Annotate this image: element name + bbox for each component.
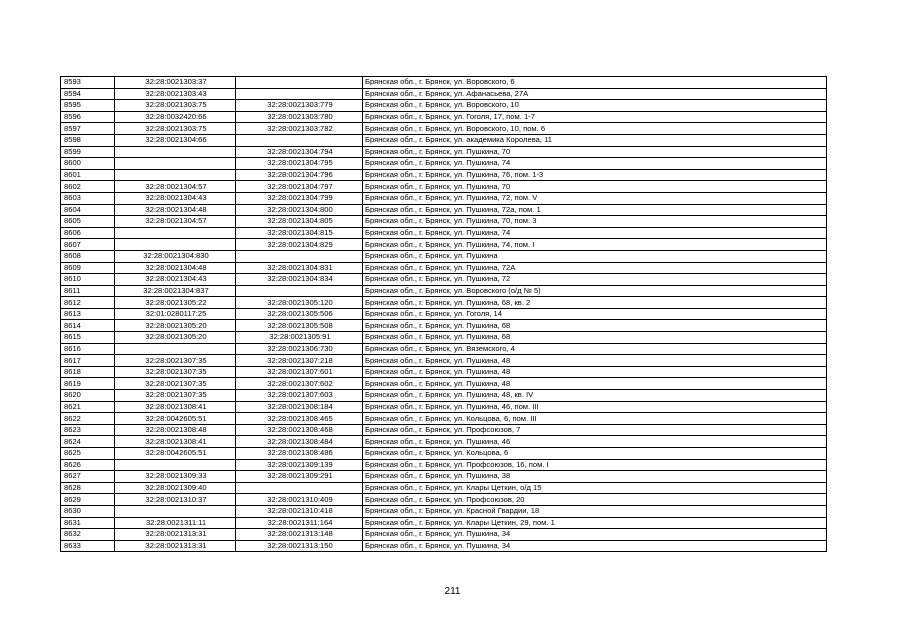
table-row	[61, 366, 827, 378]
land-cadastral-number-cell	[115, 343, 236, 355]
table-row	[61, 169, 827, 181]
land-cadastral-number-cell: 32:28:0021305:20	[115, 332, 236, 344]
table-row	[61, 529, 827, 541]
row-number-cell: 8630	[61, 505, 115, 517]
object-cadastral-number-cell: 32:28:0021305:506	[236, 308, 363, 320]
object-cadastral-number-cell: 32:28:0021304:797	[236, 181, 363, 193]
cadastral-table	[60, 76, 827, 552]
row-number-cell: 8617	[61, 355, 115, 367]
object-cadastral-number-cell: 32:28:0021303:779	[236, 100, 363, 112]
land-cadastral-number-cell: 32:28:0021304:837	[115, 285, 236, 297]
object-cadastral-number-cell: 32:28:0021308:484	[236, 436, 363, 448]
land-cadastral-number-cell	[115, 239, 236, 251]
address-cell: Брянская обл., г. Брянск, ул. Кольцова, 6	[363, 448, 827, 460]
land-cadastral-number-cell	[115, 227, 236, 239]
table-row	[61, 355, 827, 367]
land-cadastral-number-cell: 32:28:0021304:830	[115, 250, 236, 262]
table-row	[61, 123, 827, 135]
row-number-cell: 8629	[61, 494, 115, 506]
object-cadastral-number-cell: 32:28:0021305:120	[236, 297, 363, 309]
row-number-cell: 8608	[61, 250, 115, 262]
object-cadastral-number-cell: 32:28:0021304:834	[236, 274, 363, 286]
object-cadastral-number-cell: 32:28:0021304:794	[236, 146, 363, 158]
object-cadastral-number-cell	[236, 285, 363, 297]
address-cell: Брянская обл., г. Брянск, ул. Профсоюзов, 7	[363, 424, 827, 436]
land-cadastral-number-cell: 32:28:0021308:41	[115, 436, 236, 448]
object-cadastral-number-cell: 32:28:0021310:409	[236, 494, 363, 506]
land-cadastral-number-cell: 32:28:0021304:43	[115, 274, 236, 286]
row-number-cell: 8610	[61, 274, 115, 286]
row-number-cell: 8603	[61, 192, 115, 204]
table-row	[61, 216, 827, 228]
land-cadastral-number-cell: 32:28:0021303:43	[115, 88, 236, 100]
object-cadastral-number-cell: 32:28:0021305:91	[236, 332, 363, 344]
row-number-cell: 8625	[61, 448, 115, 460]
object-cadastral-number-cell: 32:28:0021308:468	[236, 424, 363, 436]
row-number-cell: 8619	[61, 378, 115, 390]
row-number-cell: 8596	[61, 111, 115, 123]
row-number-cell: 8598	[61, 134, 115, 146]
table-row	[61, 320, 827, 332]
table-row	[61, 100, 827, 112]
table-row	[61, 77, 827, 89]
address-cell: Брянская обл., г. Брянск, ул. Воровского (о/д № 5)	[363, 285, 827, 297]
object-cadastral-number-cell	[236, 482, 363, 494]
row-number-cell: 8594	[61, 88, 115, 100]
table-row	[61, 540, 827, 552]
land-cadastral-number-cell: 32:28:0021304:43	[115, 192, 236, 204]
land-cadastral-number-cell: 32:28:0021311:11	[115, 517, 236, 529]
row-number-cell: 8631	[61, 517, 115, 529]
object-cadastral-number-cell: 32:28:0021304:800	[236, 204, 363, 216]
object-cadastral-number-cell: 32:28:0021304:799	[236, 192, 363, 204]
object-cadastral-number-cell: 32:28:0021308:184	[236, 401, 363, 413]
land-cadastral-number-cell: 32:28:0021307:35	[115, 390, 236, 402]
row-number-cell: 8607	[61, 239, 115, 251]
row-number-cell: 8632	[61, 529, 115, 541]
address-cell: Брянская обл., г. Брянск, ул. Вяземского, 4	[363, 343, 827, 355]
object-cadastral-number-cell: 32:28:0021308:465	[236, 413, 363, 425]
land-cadastral-number-cell	[115, 146, 236, 158]
land-cadastral-number-cell: 32:01:0280117:25	[115, 308, 236, 320]
land-cadastral-number-cell: 32:28:0021310:37	[115, 494, 236, 506]
row-number-cell: 8595	[61, 100, 115, 112]
land-cadastral-number-cell: 32:28:0021308:48	[115, 424, 236, 436]
land-cadastral-number-cell	[115, 505, 236, 517]
row-number-cell: 8593	[61, 77, 115, 89]
object-cadastral-number-cell: 32:28:0021313:150	[236, 540, 363, 552]
table-row	[61, 494, 827, 506]
object-cadastral-number-cell: 32:28:0021307:601	[236, 366, 363, 378]
address-cell: Брянская обл., г. Брянск, ул. Профсоюзов, 20	[363, 494, 827, 506]
address-cell: Брянская обл., г. Брянск, ул. Пушкина, 46, пом. III	[363, 401, 827, 413]
address-cell: Брянская обл., г. Брянск, ул. Воровского, 6	[363, 77, 827, 89]
address-cell: Брянская обл., г. Брянск, ул. Гоголя, 14	[363, 308, 827, 320]
address-cell: Брянская обл., г. Брянск, ул. Пушкина, 68	[363, 320, 827, 332]
table-row	[61, 88, 827, 100]
row-number-cell: 8611	[61, 285, 115, 297]
land-cadastral-number-cell: 32:28:0021313:31	[115, 540, 236, 552]
address-cell: Брянская обл., г. Брянск, ул. Пушкина	[363, 250, 827, 262]
address-cell: Брянская обл., г. Брянск, ул. Пушкина, 70, пом. 3	[363, 216, 827, 228]
table-row	[61, 517, 827, 529]
row-number-cell: 8604	[61, 204, 115, 216]
row-number-cell: 8597	[61, 123, 115, 135]
address-cell: Брянская обл., г. Брянск, ул. Пушкина, 72, пом. V	[363, 192, 827, 204]
table-row	[61, 390, 827, 402]
row-number-cell: 8622	[61, 413, 115, 425]
row-number-cell: 8602	[61, 181, 115, 193]
table-row	[61, 424, 827, 436]
table-row	[61, 285, 827, 297]
object-cadastral-number-cell: 32:28:0021307:218	[236, 355, 363, 367]
land-cadastral-number-cell: 32:28:0021304:48	[115, 262, 236, 274]
object-cadastral-number-cell: 32:28:0021304:796	[236, 169, 363, 181]
row-number-cell: 8633	[61, 540, 115, 552]
land-cadastral-number-cell: 32:28:0021304:57	[115, 216, 236, 228]
table-row	[61, 250, 827, 262]
table-row	[61, 401, 827, 413]
table-row	[61, 459, 827, 471]
address-cell: Брянская обл., г. Брянск, ул. Воровского, 10	[363, 100, 827, 112]
object-cadastral-number-cell: 32:28:0021307:602	[236, 378, 363, 390]
table-row	[61, 343, 827, 355]
land-cadastral-number-cell: 32:28:0021304:48	[115, 204, 236, 216]
object-cadastral-number-cell	[236, 88, 363, 100]
table-row	[61, 308, 827, 320]
land-cadastral-number-cell: 32:28:0021309:33	[115, 471, 236, 483]
table-row	[61, 297, 827, 309]
object-cadastral-number-cell: 32:28:0021303:782	[236, 123, 363, 135]
row-number-cell: 8626	[61, 459, 115, 471]
object-cadastral-number-cell: 32:28:0021310:418	[236, 505, 363, 517]
address-cell: Брянская обл., г. Брянск, ул. Афанасьева, 27А	[363, 88, 827, 100]
address-cell: Брянская обл., г. Брянск, ул. Красной Гвардии, 18	[363, 505, 827, 517]
object-cadastral-number-cell: 32:28:0021306:730	[236, 343, 363, 355]
address-cell: Брянская обл., г. Брянск, ул. Клары Цеткин, 29, пом. 1	[363, 517, 827, 529]
address-cell: Брянская обл., г. Брянск, ул. Пушкина, 68, кв. 2	[363, 297, 827, 309]
table-row	[61, 181, 827, 193]
land-cadastral-number-cell	[115, 158, 236, 170]
address-cell: Брянская обл., г. Брянск, ул. Пушкина, 48	[363, 378, 827, 390]
land-cadastral-number-cell: 32:28:0021304:57	[115, 181, 236, 193]
row-number-cell: 8628	[61, 482, 115, 494]
address-cell: Брянская обл., г. Брянск, ул. Клары Цеткин, о/д 15	[363, 482, 827, 494]
table-row	[61, 146, 827, 158]
address-cell: Брянская обл., г. Брянск, ул. Кольцова, 6, пом. III	[363, 413, 827, 425]
table-body	[61, 77, 827, 552]
object-cadastral-number-cell	[236, 77, 363, 89]
table-row	[61, 158, 827, 170]
address-cell: Брянская обл., г. Брянск, ул. Пушкина, 74	[363, 227, 827, 239]
address-cell: Брянская обл., г. Брянск, ул. Воровского, 10, пом. 6	[363, 123, 827, 135]
row-number-cell: 8601	[61, 169, 115, 181]
row-number-cell: 8613	[61, 308, 115, 320]
row-number-cell: 8612	[61, 297, 115, 309]
land-cadastral-number-cell: 32:28:0021313:31	[115, 529, 236, 541]
row-number-cell: 8614	[61, 320, 115, 332]
row-number-cell: 8600	[61, 158, 115, 170]
table-row	[61, 239, 827, 251]
land-cadastral-number-cell	[115, 459, 236, 471]
table-row	[61, 134, 827, 146]
land-cadastral-number-cell: 32:28:0021307:35	[115, 366, 236, 378]
object-cadastral-number-cell: 32:28:0021304:795	[236, 158, 363, 170]
table-row	[61, 482, 827, 494]
row-number-cell: 8627	[61, 471, 115, 483]
land-cadastral-number-cell	[115, 169, 236, 181]
object-cadastral-number-cell	[236, 134, 363, 146]
object-cadastral-number-cell: 32:28:0021305:508	[236, 320, 363, 332]
table-row	[61, 274, 827, 286]
land-cadastral-number-cell: 32:28:0021303:75	[115, 123, 236, 135]
table-row	[61, 192, 827, 204]
object-cadastral-number-cell: 32:28:0021311:164	[236, 517, 363, 529]
land-cadastral-number-cell: 32:28:0021303:75	[115, 100, 236, 112]
land-cadastral-number-cell: 32:28:0021307:35	[115, 378, 236, 390]
address-cell: Брянская обл., г. Брянск, ул. Профсоюзов, 16, пом. I	[363, 459, 827, 471]
row-number-cell: 8624	[61, 436, 115, 448]
address-cell: Брянская обл., г. Брянск, ул. Пушкина, 74	[363, 158, 827, 170]
address-cell: Брянская обл., г. Брянск, ул. Пушкина, 72А	[363, 262, 827, 274]
row-number-cell: 8620	[61, 390, 115, 402]
land-cadastral-number-cell: 32:28:0032420:66	[115, 111, 236, 123]
address-cell: Брянская обл., г. Брянск, ул. Гоголя, 17, пом. 1-7	[363, 111, 827, 123]
land-cadastral-number-cell: 32:28:0021308:41	[115, 401, 236, 413]
address-cell: Брянская обл., г. Брянск, ул. Пушкина, 74, пом. I	[363, 239, 827, 251]
land-cadastral-number-cell: 32:28:0021305:20	[115, 320, 236, 332]
table-row	[61, 262, 827, 274]
address-cell: Брянская обл., г. Брянск, ул. Пушкина, 72а, пом. 1	[363, 204, 827, 216]
row-number-cell: 8606	[61, 227, 115, 239]
land-cadastral-number-cell: 32:28:0021303:37	[115, 77, 236, 89]
row-number-cell: 8599	[61, 146, 115, 158]
address-cell: Брянская обл., г. Брянск, ул. Пушкина, 38	[363, 471, 827, 483]
object-cadastral-number-cell	[236, 250, 363, 262]
object-cadastral-number-cell: 32:28:0021307:603	[236, 390, 363, 402]
address-cell: Брянская обл., г. Брянск, ул. Пушкина, 70	[363, 146, 827, 158]
address-cell: Брянская обл., г. Брянск, ул. Пушкина, 34	[363, 529, 827, 541]
address-cell: Брянская обл., г. Брянск, ул. Пушкина, 70	[363, 181, 827, 193]
row-number-cell: 8621	[61, 401, 115, 413]
address-cell: Брянская обл., г. Брянск, ул. Пушкина, 76, пом. 1-3	[363, 169, 827, 181]
table-row	[61, 332, 827, 344]
object-cadastral-number-cell: 32:28:0021304:831	[236, 262, 363, 274]
page-number: 211	[444, 586, 461, 597]
land-cadastral-number-cell: 32:28:0042605:51	[115, 413, 236, 425]
address-cell: Брянская обл., г. Брянск, ул. Пушкина, 48	[363, 355, 827, 367]
table-row	[61, 505, 827, 517]
object-cadastral-number-cell: 32:28:0021313:148	[236, 529, 363, 541]
table-row	[61, 471, 827, 483]
table-row	[61, 204, 827, 216]
row-number-cell: 8615	[61, 332, 115, 344]
row-number-cell: 8609	[61, 262, 115, 274]
land-cadastral-number-cell: 32:28:0021307:35	[115, 355, 236, 367]
address-cell: Брянская обл., г. Брянск, ул. Пушкина, 68	[363, 332, 827, 344]
land-cadastral-number-cell: 32:28:0021304:66	[115, 134, 236, 146]
land-cadastral-number-cell: 32:28:0021305:22	[115, 297, 236, 309]
object-cadastral-number-cell: 32:28:0021309:139	[236, 459, 363, 471]
land-cadastral-number-cell: 32:28:0021309:40	[115, 482, 236, 494]
address-cell: Брянская обл., г. Брянск, ул. Пушкина, 72	[363, 274, 827, 286]
object-cadastral-number-cell: 32:28:0021304:829	[236, 239, 363, 251]
table-row	[61, 111, 827, 123]
address-cell: Брянская обл., г. Брянск, ул. академика Королева, 11	[363, 134, 827, 146]
table-row	[61, 378, 827, 390]
row-number-cell: 8623	[61, 424, 115, 436]
table-row	[61, 448, 827, 460]
address-cell: Брянская обл., г. Брянск, ул. Пушкина, 46	[363, 436, 827, 448]
row-number-cell: 8618	[61, 366, 115, 378]
row-number-cell: 8605	[61, 216, 115, 228]
object-cadastral-number-cell: 32:28:0021304:805	[236, 216, 363, 228]
table-row	[61, 227, 827, 239]
object-cadastral-number-cell: 32:28:0021304:815	[236, 227, 363, 239]
table-row	[61, 413, 827, 425]
address-cell: Брянская обл., г. Брянск, ул. Пушкина, 48	[363, 366, 827, 378]
land-cadastral-number-cell: 32:28:0042605:51	[115, 448, 236, 460]
object-cadastral-number-cell: 32:28:0021303:780	[236, 111, 363, 123]
address-cell: Брянская обл., г. Брянск, ул. Пушкина, 34	[363, 540, 827, 552]
address-cell: Брянская обл., г. Брянск, ул. Пушкина, 48, кв. IV	[363, 390, 827, 402]
table-row	[61, 436, 827, 448]
object-cadastral-number-cell: 32:28:0021308:486	[236, 448, 363, 460]
object-cadastral-number-cell: 32:28:0021309:291	[236, 471, 363, 483]
row-number-cell: 8616	[61, 343, 115, 355]
